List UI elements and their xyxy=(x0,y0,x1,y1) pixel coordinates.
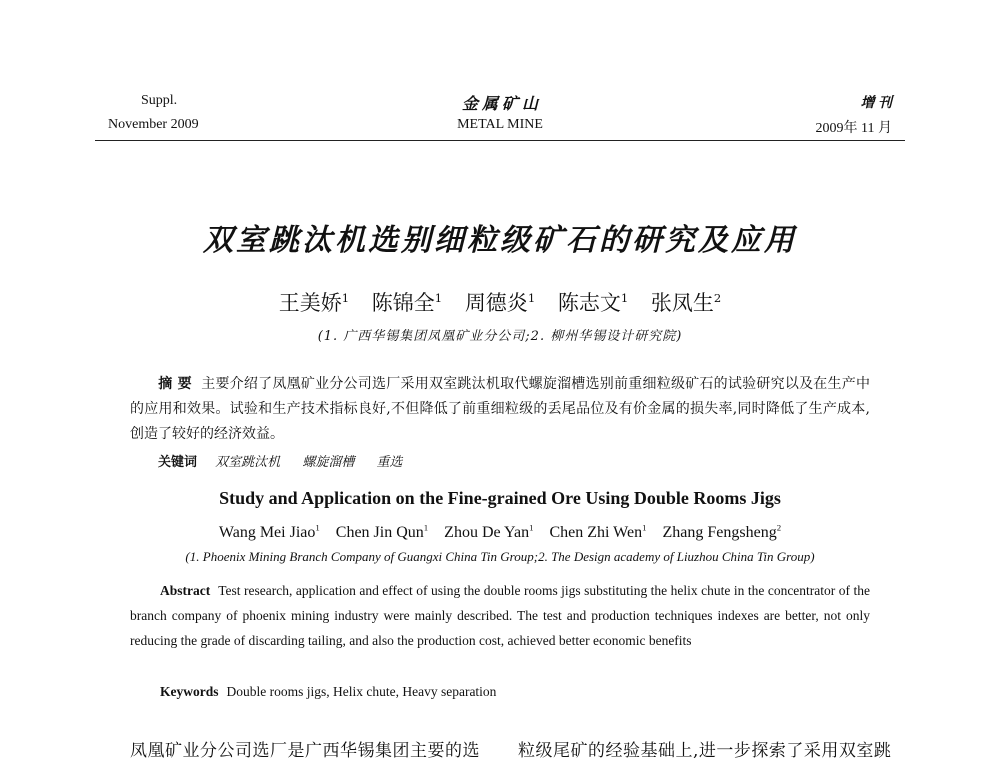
keywords-en-text: Double rooms jigs, Helix chute, Heavy separation xyxy=(226,684,497,699)
author-list-en xyxy=(0,523,1000,542)
author-cn: 周德炎$^1$ xyxy=(464,291,536,315)
keywords-en xyxy=(160,684,496,700)
header-supplement-cn: 增 刊 xyxy=(860,96,892,111)
paper-title-en: Study and Application on the Fine-grained Ore Using Double Rooms Jigs xyxy=(219,488,781,508)
header-rule xyxy=(95,140,905,141)
header-suppl: Suppl. xyxy=(141,93,178,108)
abstract-cn-label: 摘 要 xyxy=(158,376,192,392)
keyword-cn: 重选 xyxy=(376,455,403,470)
keyword-cn: 双室跳汰机 xyxy=(215,455,281,470)
author-en: Wang Mei Jiao$^1$ xyxy=(218,523,320,542)
header-journal-en: METAL MINE xyxy=(457,117,543,132)
author-en: Zhou De Yan$^1$ xyxy=(444,523,534,542)
author-cn: 王美娇$^1$ xyxy=(278,291,350,315)
author-cn: 陈锦全$^1$ xyxy=(371,291,443,315)
abstract-cn xyxy=(130,372,870,447)
keywords-en-label: Keywords xyxy=(160,684,219,699)
affiliation-cn: (1. 广西华锡集团凤凰矿业分公司;2. 柳州华锡设计研究院) xyxy=(317,329,683,344)
abstract-en-text: Test research, application and effect of using the double rooms jigs substituting the helix chute in the concentrator of the branch company of phoenix mining industry were mainly described. The test and production techniques indexes are better, not only reducing the grade of discarding tailing, and also the production cost, achieved better economic benefits xyxy=(130,583,870,648)
keyword-cn: 螺旋溜槽 xyxy=(302,455,355,470)
header-date-en: November 2009 xyxy=(108,117,199,132)
affiliation-en: (1. Phoenix Mining Branch Company of Guangxi China Tin Group;2. The Design academy of Liuzhou China Tin Group) xyxy=(185,549,815,564)
abstract-en-label: Abstract xyxy=(160,583,211,598)
keywords-cn xyxy=(158,451,420,470)
abstract-en xyxy=(130,578,870,653)
body-column-left: 凤凰矿业分公司选厂是广西华锡集团主要的选 xyxy=(130,741,480,761)
author-en: Chen Zhi Wen$^1$ xyxy=(549,523,647,542)
body-column-right: 粒级尾矿的经验基础上,进一步探索了采用双室跳 xyxy=(518,741,892,761)
header-journal-cn: 金 属 矿 山 xyxy=(461,96,538,113)
author-en: Chen Jin Qun$^1$ xyxy=(335,523,429,542)
header-date-cn: 2009年 11 月 xyxy=(815,121,892,136)
author-en: Zhang Fengsheng$^2$ xyxy=(662,523,782,542)
author-cn: 陈志文$^1$ xyxy=(557,291,629,315)
keywords-cn-label: 关键词 xyxy=(158,455,198,470)
abstract-cn-text: 主要介绍了凤凰矿业分公司选厂采用双室跳汰机取代螺旋溜槽选别前重细粒级矿石的试验研究以及在生产中的应用和效果。试验和生产技术指标良好,不但降低了前重细粒级的丢尾品位及有价金属的损失率,同时降低了生产成本,创造了较好的经济效益。 xyxy=(130,376,871,442)
author-list-cn xyxy=(0,287,1000,317)
paper-title-cn: 双室跳汰机选别细粒级矿石的研究及应用 xyxy=(203,223,797,258)
author-cn: 张凤生$^2$ xyxy=(650,291,722,315)
